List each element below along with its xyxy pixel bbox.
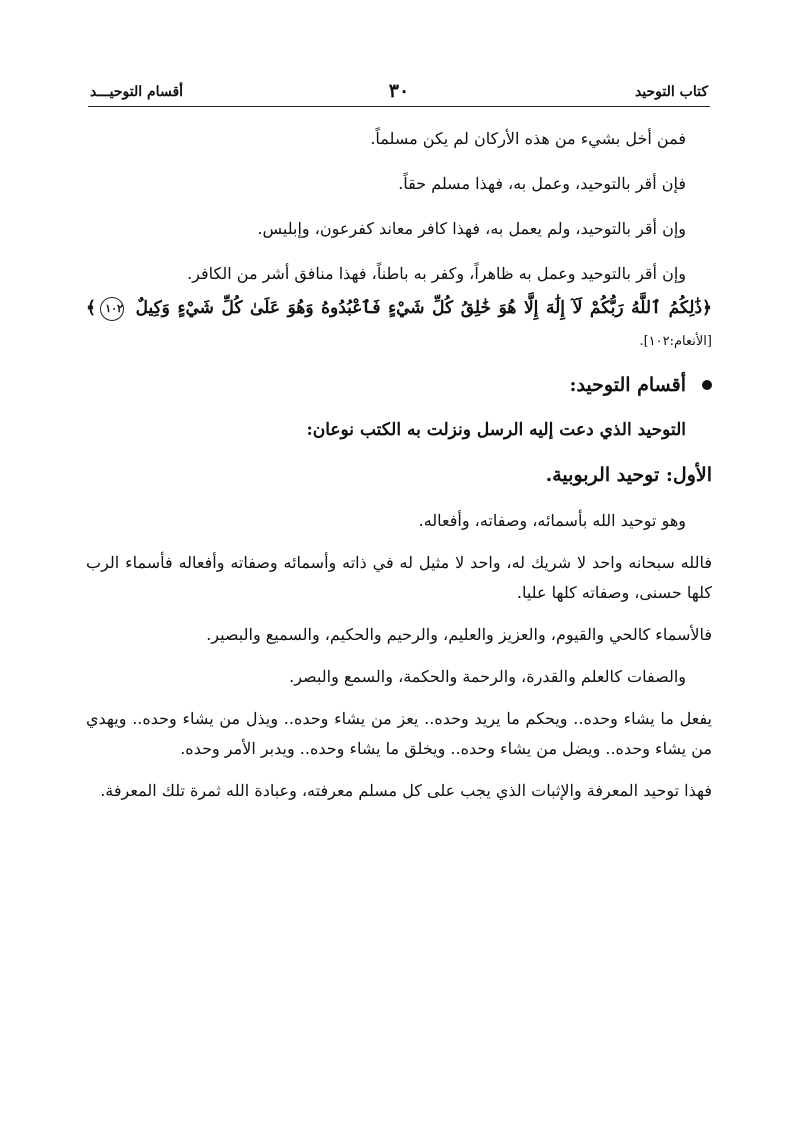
page-body bbox=[86, 124, 712, 818]
quran-verse bbox=[86, 292, 712, 358]
section-heading-text: أقسام التوحيد: bbox=[569, 374, 686, 396]
paragraph-1: فمن أخل بشيء من هذه الأركان لم يكن مسلماً. bbox=[370, 129, 686, 148]
definition-paragraph-4: والصفات كالعلم والقدرة، والرحمة والحكمة، والسمع والبصر. bbox=[289, 667, 686, 686]
paragraph-3: وإن أقر بالتوحيد، ولم يعمل به، فهذا كافر معاند كفرعون، وإبليس. bbox=[257, 219, 686, 238]
first-type-heading: الأول: توحيد الربوبية. bbox=[545, 464, 712, 486]
definition-paragraph-6: فهذا توحيد المعرفة والإثبات الذي يجب على كل مسلم معرفته، وعبادة الله ثمرة تلك المعرفة. bbox=[100, 781, 712, 800]
definition-paragraph-3: فالأسماء كالحي والقيوم، والعزيز والعليم، والرحيم والحكيم، والسميع والبصير. bbox=[206, 625, 712, 644]
page-number: ٣٠ bbox=[388, 80, 410, 102]
page-header bbox=[90, 80, 708, 106]
bullet-icon bbox=[702, 380, 712, 390]
running-section-title: أقسام التوحيـــد bbox=[90, 84, 184, 100]
header-divider bbox=[88, 106, 710, 107]
quran-open-bracket: ﴿ bbox=[702, 298, 713, 318]
section-heading bbox=[86, 368, 712, 402]
book-title: كتاب التوحيد bbox=[634, 84, 708, 100]
definition-paragraph-2: فالله سبحانه واحد لا شريك له، واحد لا مثيل له في ذاته وأسمائه وصفاته وأفعاله فأسماء الرب كلها حسنى، وصفاته كلها عليا. bbox=[86, 553, 712, 602]
quran-reference: [الأنعام:١٠٢]. bbox=[639, 334, 712, 349]
definition-paragraph-5: يفعل ما يشاء وحده.. ويحكم ما يريد وحده.. يعز من يشاء وحده.. ويذل من يشاء وحده.. ويهدي من يشاء وحده.. ويضل من يشاء وحده.. ويخلق ما يشاء وحده.. ويدبر الأمر وحده. bbox=[86, 709, 712, 758]
paragraph-2: فإن أقر بالتوحيد، وعمل به، فهذا مسلم حقاً. bbox=[398, 174, 686, 193]
definition-paragraph-1: وهو توحيد الله بأسمائه، وصفاته، وأفعاله. bbox=[418, 511, 686, 530]
quran-close-bracket: ﴾ bbox=[86, 298, 96, 318]
intro-line: التوحيد الذي دعت إليه الرسل ونزلت به الكتب نوعان: bbox=[306, 420, 686, 440]
quran-text: ذَٰلِكُمُ ٱللَّهُ رَبُّكُمْ لَآ إِلَٰهَ إِلَّا هُوَ خَٰلِقُ كُلِّ شَيْءٍ فَٱعْبُدُوهُ وَهُوَ عَلَىٰ كُلِّ شَيْءٍ وَكِيلٌ bbox=[135, 298, 703, 318]
paragraph-4: وإن أقر بالتوحيد وعمل به ظاهراً، وكفر به باطناً، فهذا منافق أشر من الكافر. bbox=[187, 264, 686, 283]
ayah-number-mark: ١٠٢ bbox=[100, 297, 124, 321]
